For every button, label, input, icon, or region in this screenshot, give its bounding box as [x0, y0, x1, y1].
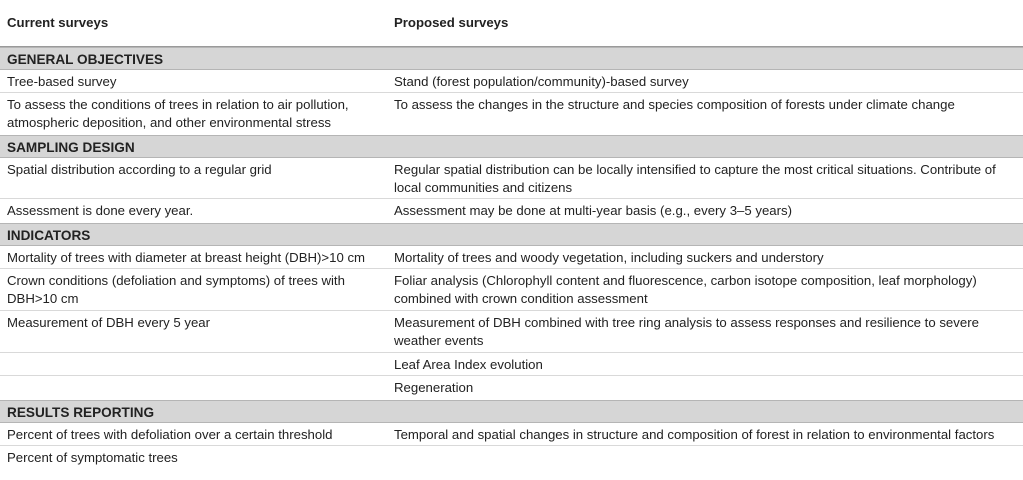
proposed-cell: [390, 449, 1023, 468]
current-cell: Spatial distribution according to a regular grid: [7, 162, 272, 177]
section-results-reporting: RESULTS REPORTING: [0, 400, 1023, 423]
proposed-cell: Regeneration: [394, 380, 474, 395]
section-sampling-design: SAMPLING DESIGN: [0, 135, 1023, 158]
table-row: [0, 199, 1023, 223]
proposed-cell: Mortality of trees and woody vegetation, including suckers and understory: [394, 250, 824, 265]
table-header-row: [0, 0, 1023, 47]
proposed-cell: To assess the changes in the structure and species composition of forests under climate change: [394, 97, 955, 112]
proposed-cell: Foliar analysis (Chlorophyll content and fluorescence, carbon isotope composition, leaf morphology) combined with crown condition assessment: [394, 273, 977, 306]
proposed-cell: Assessment may be done at multi-year basis (e.g., every 3–5 years): [394, 203, 792, 218]
current-cell: Assessment is done every year.: [7, 203, 194, 218]
table-row: [0, 158, 1023, 199]
table-row: [0, 376, 1023, 400]
table-row: [0, 446, 1023, 470]
current-cell: Mortality of trees with diameter at breast height (DBH)>10 cm: [7, 250, 366, 265]
current-cell: To assess the conditions of trees in relation to air pollution, atmospheric deposition, and other environmental stress: [7, 97, 349, 130]
proposed-cell: Measurement of DBH combined with tree ring analysis to assess responses and resilience to severe weather events: [394, 315, 979, 348]
table-row: [0, 269, 1023, 311]
header-proposed-surveys: Proposed surveys: [394, 15, 509, 30]
proposed-cell: Stand (forest population/community)-based survey: [394, 74, 689, 89]
current-cell: [0, 379, 390, 398]
table-row: [0, 93, 1023, 135]
current-cell: Percent of symptomatic trees: [7, 450, 178, 465]
table-row: [0, 353, 1023, 376]
header-current-surveys: Current surveys: [7, 15, 109, 30]
current-cell: Percent of trees with defoliation over a certain threshold: [7, 427, 333, 442]
table-row: [0, 70, 1023, 93]
table-row: [0, 423, 1023, 446]
table-row: [0, 246, 1023, 269]
proposed-cell: Leaf Area Index evolution: [394, 357, 543, 372]
table-row: [0, 311, 1023, 353]
current-cell: [0, 356, 390, 373]
proposed-cell: Regular spatial distribution can be locally intensified to capture the most critical situations. Contribute of local communities and citizens: [394, 162, 996, 195]
section-indicators: INDICATORS: [0, 223, 1023, 246]
proposed-cell: Temporal and spatial changes in structure and composition of forest in relation to environmental factors: [394, 427, 995, 442]
current-cell: Tree-based survey: [7, 74, 117, 89]
section-general-objectives: GENERAL OBJECTIVES: [0, 47, 1023, 70]
current-cell: Measurement of DBH every 5 year: [7, 315, 211, 330]
current-cell: Crown conditions (defoliation and symptoms) of trees with DBH>10 cm: [7, 273, 345, 306]
